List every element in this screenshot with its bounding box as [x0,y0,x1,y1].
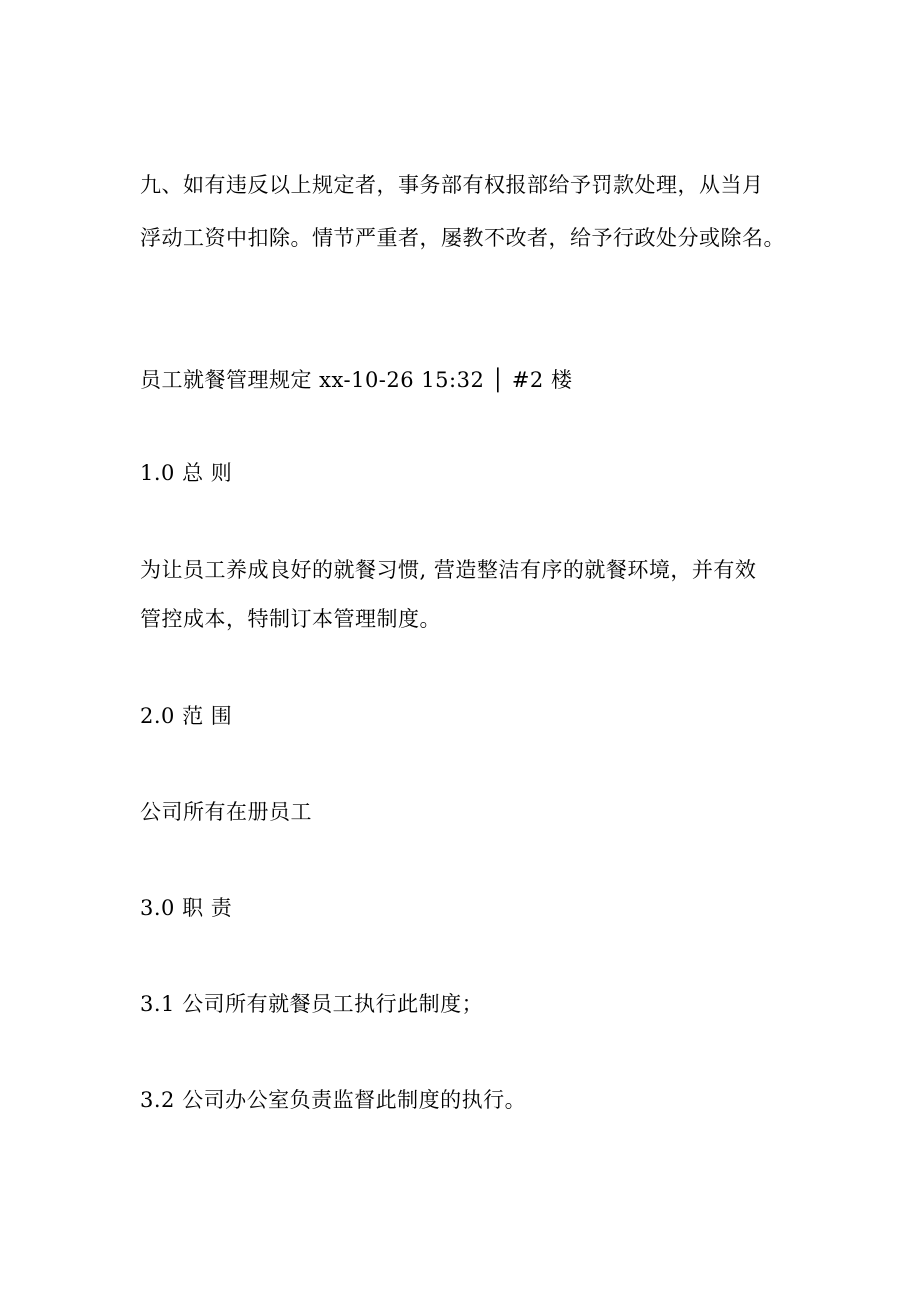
section-1-body-line-2: 管控成本，特制订本管理制度。 [140,607,441,631]
section-2-heading: 2.0 范 围 [140,704,233,728]
section-3-heading: 3.0 职 责 [140,896,233,920]
section-2-body: 公司所有在册员工 [140,800,312,824]
paragraph-nine-line-1: 九、如有违反以上规定者，事务部有权报部给予罚款处理，从当月 [140,173,764,197]
section-3-item-1: 3.1 公司所有就餐员工执行此制度； [140,992,484,1016]
section-1-heading: 1.0 总 则 [140,461,233,485]
section-3-item-2: 3.2 公司办公室负责监督此制度的执行。 [140,1088,527,1112]
paragraph-nine-line-2: 浮动工资中扣除。情节严重者，屡教不改者，给予行政处分或除名。 [140,226,785,250]
section-1-body-line-1: 为让员工养成良好的就餐习惯, 营造整洁有序的就餐环境，并有效 [140,558,757,582]
post-header: 员工就餐管理规定 xx-10-26 15:32 │ #2 楼 [140,368,573,392]
